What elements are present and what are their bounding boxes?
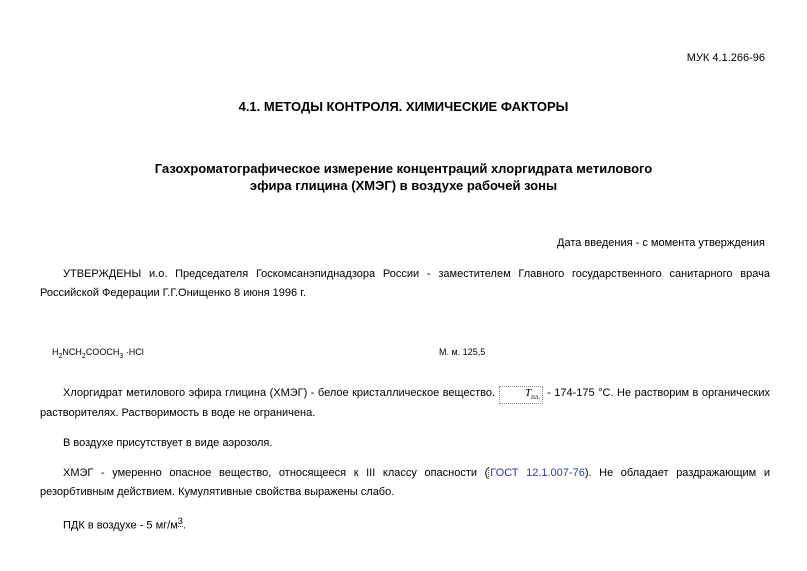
document-title — [0, 160, 807, 194]
hazard-paragraph: ХМЭГ - умеренно опасное вещество, относящееся к III классу опасности ( ГОСТ 12.1.007-76). Не обладает раздражающим и резорбтивным действием. Кумулятивные свойства выражены слабо. — [40, 467, 770, 498]
document-code: МУК 4.1.266-96 — [686, 52, 765, 64]
chemical-formula: $H_2NCH_2COOCH_3 \cdot HCl$ — [52, 347, 144, 360]
gost-link[interactable]: ГОСТ 12.1.007-76 — [490, 467, 585, 479]
molecular-mass: М. м. 125,5 — [439, 347, 486, 357]
section-title: 4.1. МЕТОДЫ КОНТРОЛЯ. ХИМИЧЕСКИЕ ФАКТОРЫ — [238, 99, 569, 114]
unit-exponent: 3 — [177, 516, 183, 526]
approval-paragraph — [40, 265, 770, 303]
melting-point-symbol: $Т_{пл.}$ — [499, 386, 543, 404]
mac-paragraph: ПДК в воздухе - 5 $мг/м^3$. — [63, 516, 186, 532]
aerosol-paragraph: В воздухе присутствует в виде аэрозоля. — [63, 437, 273, 449]
title-line-2: эфира глицина (ХМЭГ) в воздухе рабочей зоны — [249, 178, 558, 193]
approval-lead: УТВЕРЖДЕНЫ — [63, 268, 142, 280]
title-line-1: Газохроматографическое измерение концентраций хлоргидрата метилового — [154, 161, 653, 176]
description-paragraph: Хлоргидрат метилового эфира глицина (ХМЭГ) - белое кристаллическое вещество. $Т_{пл.} - 174-175$ °С. Не растворим в органических растворителях. Растворимость в воде не ограничена. — [40, 387, 770, 420]
approval-text: и.о. Председателя Госкомсанэпиднадзора России - заместителем Главного государственного санитарного врача Российской Федерации Г.Г.Онищенко 8 июня 1996 г. — [40, 268, 770, 299]
introduction-date: Дата введения - с момента утверждения — [557, 237, 765, 249]
